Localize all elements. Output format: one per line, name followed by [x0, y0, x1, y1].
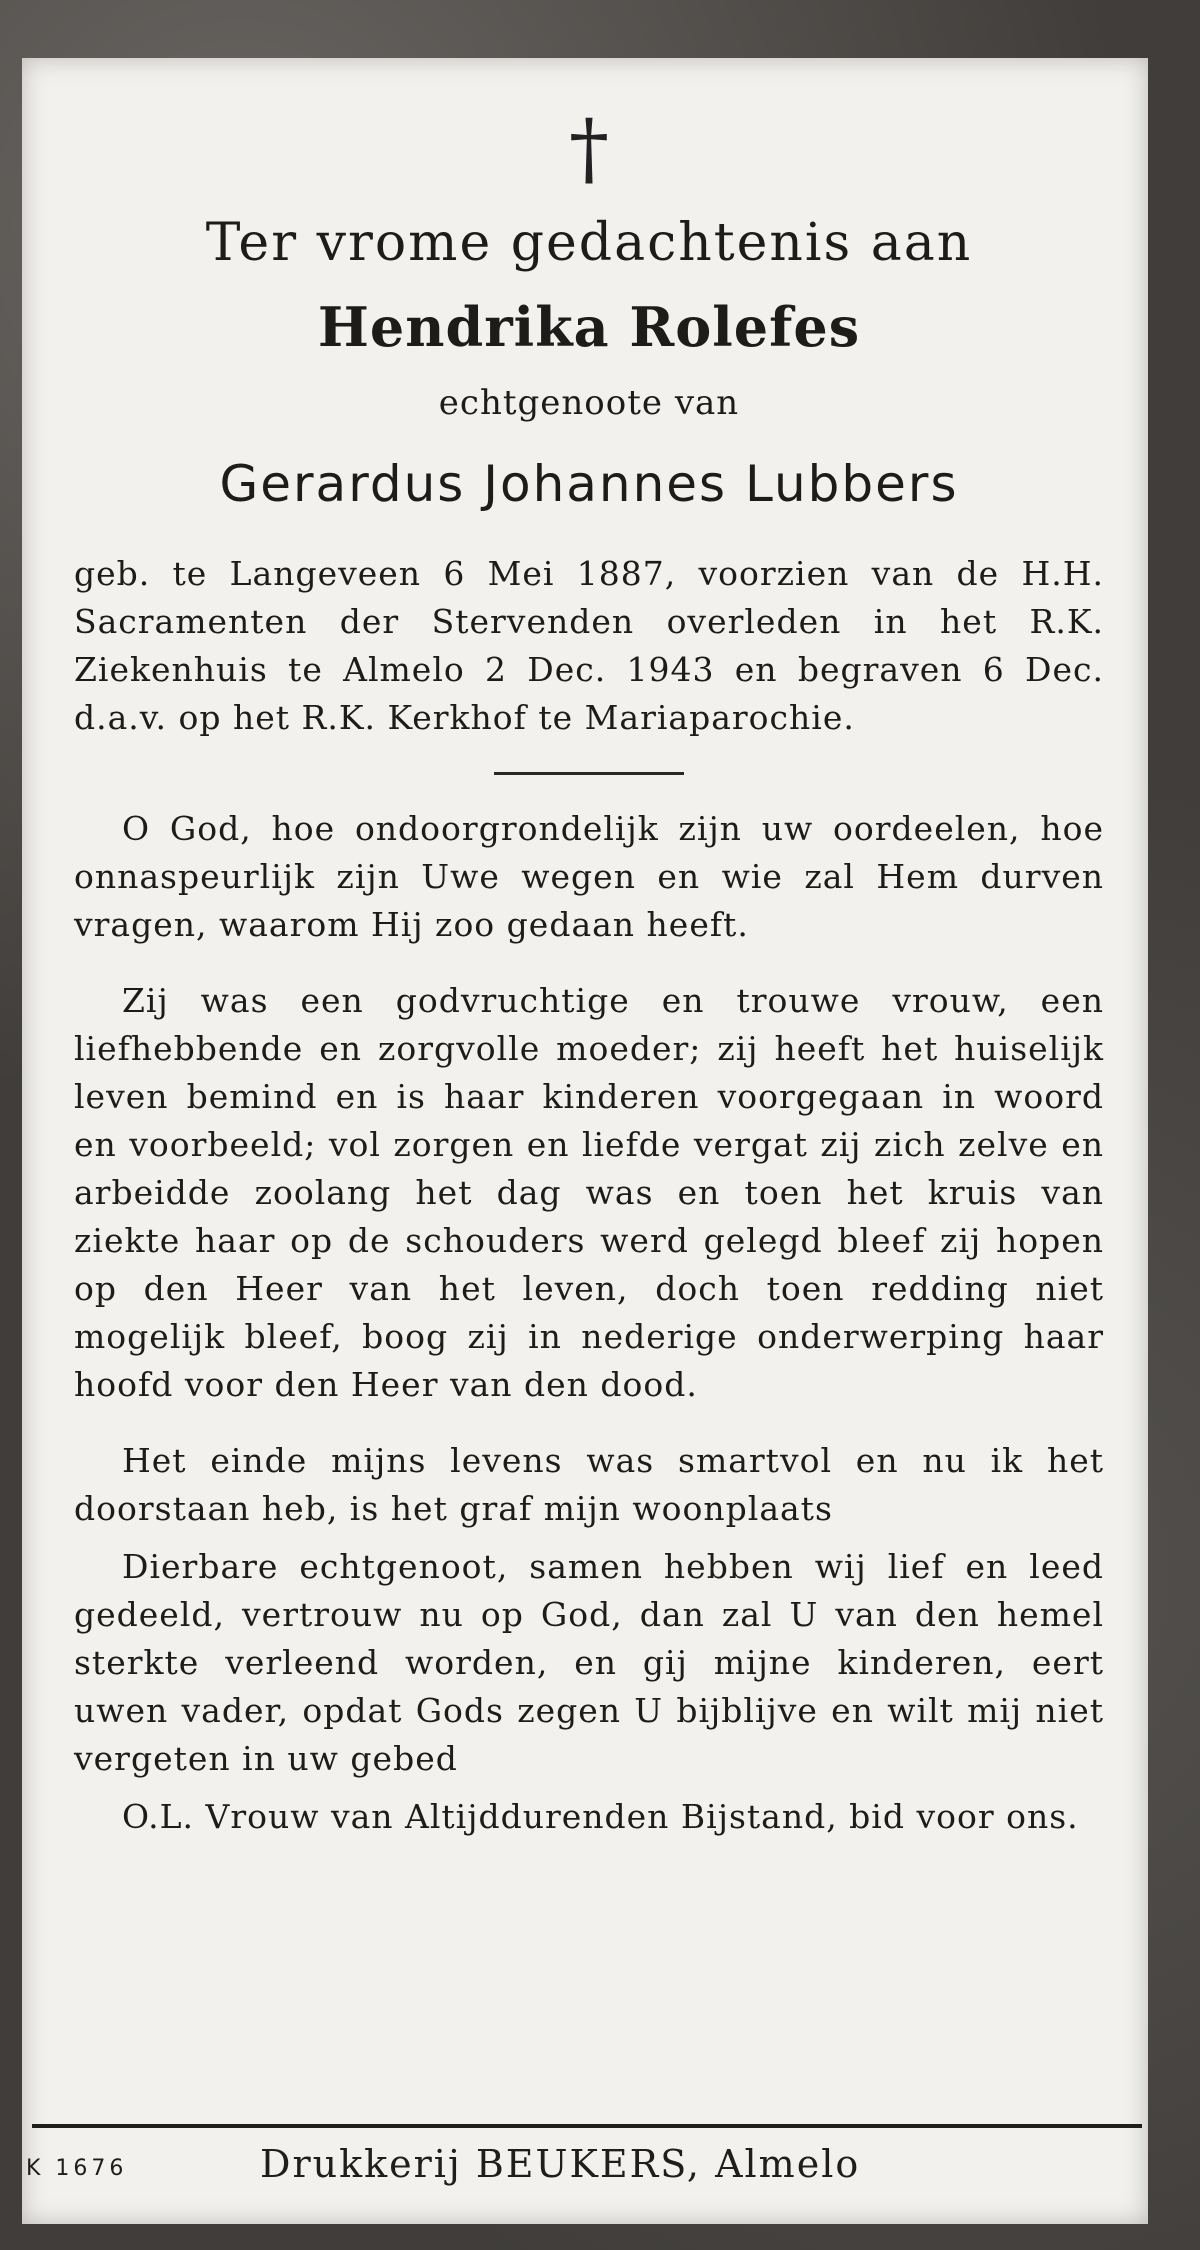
- section-divider: [494, 772, 684, 775]
- printer-footer: [22, 2142, 1148, 2202]
- spouse-name: Gerardus Johannes Lubbers: [219, 455, 959, 513]
- prayer-paragraph: O God, hoe ondoorgrondelijk zijn uw oordeelen, hoe onnaspeurlijk zijn Uwe wegen en wie zal Hem durven vragen, waarom Hij zoo gedaan heeft.: [74, 809, 1104, 944]
- memorial-card: [22, 58, 1148, 2224]
- biography-text: geb. te Langeveen 6 Mei 1887, voorzien van de H.H. Sacramenten der Stervenden overleden in het R.K. Ziekenhuis te Almelo 2 Dec. 1943 en begraven 6 Dec. d.a.v. op het R.K. Kerkhof te Mariaparochie.: [74, 554, 1104, 737]
- footer-divider: [32, 2124, 1142, 2128]
- print-code: K 1676: [26, 2156, 128, 2181]
- intro-line: Ter vrome gedachtenis aan: [205, 213, 973, 273]
- life-paragraph: Zij was een godvruchtige en trouwe vrouw, een liefhebbende en zorgvolle moeder; zij heeft het huiselijk leven bemind en is haar kinderen voorgegaan in woord en voorbeeld; vol zorgen en liefde vergat zij zich zelve en arbeidde zoolang het dag was en toen het kruis van ziekte haar op de schouders werd gelegd bleef zij hopen op den Heer van het leven, doch toen redding niet mogelijk bleef, boog zij in nederige onderwerping haar hoofd voor den Heer van den dood.: [74, 981, 1104, 1404]
- relation-line: echtgenoote van: [438, 383, 740, 423]
- invocation-paragraph: O.L. Vrouw van Altijddurenden Bijstand, bid voor ons.: [122, 1797, 1079, 1836]
- printer-name: Drukkerij BEUKERS, Almelo: [260, 2142, 861, 2186]
- farewell-paragraph: Dierbare echtgenoot, samen hebben wij lief en leed gedeeld, vertrouw nu op God, dan zal U van den hemel sterkte verleend worden, en gij mijne kinderen, eert uwen vader, opdat Gods zegen U bijblijve en wilt mij niet vergeten in uw gebed: [74, 1547, 1104, 1778]
- deceased-name: Hendrika Rolefes: [317, 295, 861, 359]
- card-content: [74, 102, 1104, 1841]
- quote-paragraph: Het einde mijns levens was smartvol en nu ik het doorstaan heb, is het graf mijn woonplaats: [74, 1441, 1104, 1528]
- cross-icon: †: [569, 102, 609, 195]
